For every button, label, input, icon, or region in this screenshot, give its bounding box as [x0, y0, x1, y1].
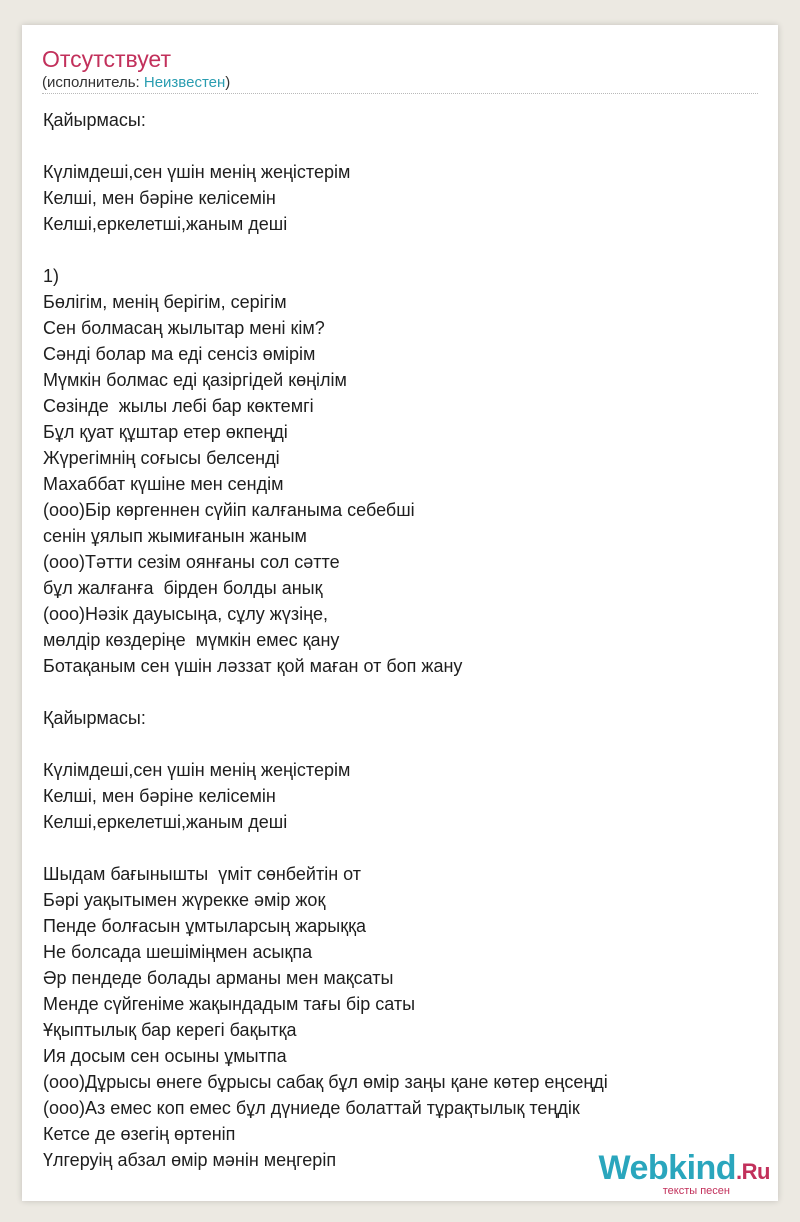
lyric-line: Келші,еркелетші,жаным деші: [43, 812, 288, 832]
brand-tagline: тексты песен: [662, 1185, 730, 1197]
lyric-line: Күлімдеші,сен үшін менің жеңістерім: [43, 162, 351, 182]
lyric-line: Келші,еркелетші,жаным деші: [43, 214, 288, 234]
lyric-line: Келші, мен бәріне келісемін: [43, 188, 276, 208]
artist-link[interactable]: Неизвестен: [143, 74, 226, 91]
lyric-line: Не болсада шешіміңмен асықпа: [43, 942, 313, 962]
lyric-line: (ооо)Аз емес коп емес бұл дүниеде болаттай тұрақтылық теңдік: [43, 1098, 580, 1118]
lyric-blank-line: [43, 731, 763, 757]
lyric-line: Махаббат күшіне мен сендім: [43, 474, 284, 494]
lyric-line: (ооо)Нәзік дауысыңа, сұлу жүзіңе,: [43, 604, 329, 624]
lyric-line: Сен болмасаң жылытар мені кім?: [43, 318, 325, 338]
header-divider: [42, 93, 758, 94]
lyric-line: Келші, мен бәріне келісемін: [43, 786, 276, 806]
lyric-blank-line: [43, 679, 763, 705]
lyrics-text: [43, 107, 763, 1173]
lyric-line: Жүрегімнің соғысы белсенді: [43, 448, 280, 468]
artist-prefix: (исполнитель:: [42, 74, 144, 91]
lyric-line: Бөлігім, менің берігім, серігім: [43, 292, 287, 312]
lyric-line: Бұл қуат құштар етер өкпеңді: [43, 422, 288, 442]
lyric-line: Күлімдеші,сен үшін менің жеңістерім: [43, 760, 351, 780]
brand-tld: .Ru: [736, 1159, 770, 1184]
lyric-line: Пенде болғасын ұмтыларсың жарыққа: [43, 916, 367, 936]
lyric-line: Шыдам бағынышты үміт сөнбейтін от: [43, 864, 362, 884]
artist-suffix: ): [225, 74, 231, 91]
lyric-blank-line: [43, 835, 763, 861]
lyric-line: Бәрі уақытымен жүрекке әмір жоқ: [43, 890, 326, 910]
brand-name: Webkind: [598, 1149, 737, 1187]
lyric-line: Сәнді болар ма еді сенсіз өмірім: [43, 344, 316, 364]
lyric-line: сенін ұялып жымиғанын жаным: [43, 526, 307, 546]
lyric-line: Ұқыптылық бар керегі бақытқа: [43, 1020, 297, 1040]
lyric-line: Әр пендеде болады арманы мен мақсаты: [43, 968, 394, 988]
lyric-blank-line: [43, 133, 763, 159]
lyric-line: Қайырмасы:: [43, 708, 146, 728]
lyric-line: Менде сүйгеніме жақындадым тағы бір саты: [43, 994, 416, 1014]
artist-line: [42, 73, 758, 93]
lyric-line: Ия досым сен осыны ұмытпа: [43, 1046, 287, 1066]
lyric-line: бұл жалғанға бірден болды анық: [43, 578, 323, 598]
brand-wordmark: [599, 1151, 771, 1189]
lyric-line: Ботақаным сен үшін ләззат қой маған от боп жану: [43, 656, 463, 676]
lyric-line: Сөзінде жылы лебі бар көктемгі: [43, 396, 314, 416]
song-header: [42, 45, 758, 93]
lyric-line: Кетсе де өзегің өртеніп: [43, 1124, 236, 1144]
lyrics-sheet: [22, 25, 778, 1201]
lyric-blank-line: [43, 237, 763, 263]
lyric-line: Үлгеруің абзал өмір мәнін меңгеріп: [43, 1150, 337, 1170]
lyric-line: Мүмкін болмас еді қазіргідей көңілім: [43, 370, 347, 390]
lyric-line: Қайырмасы:: [43, 110, 146, 130]
lyric-line: 1): [43, 266, 60, 286]
lyric-line: (ооо)Тәтти сезім оянғаны сол сәтте: [43, 552, 340, 572]
lyric-line: (ооо)Бір көргеннен сүйіп калғаныма себебші: [43, 500, 415, 520]
lyric-line: (ооо)Дұрысы өнеге бұрысы сабақ бұл өмір заңы қане көтер еңсеңді: [43, 1072, 608, 1092]
song-title: Отсутствует: [42, 46, 171, 72]
site-logo[interactable]: [599, 1151, 771, 1197]
lyric-line: мөлдір көздеріңе мүмкін емес қану: [43, 630, 340, 650]
